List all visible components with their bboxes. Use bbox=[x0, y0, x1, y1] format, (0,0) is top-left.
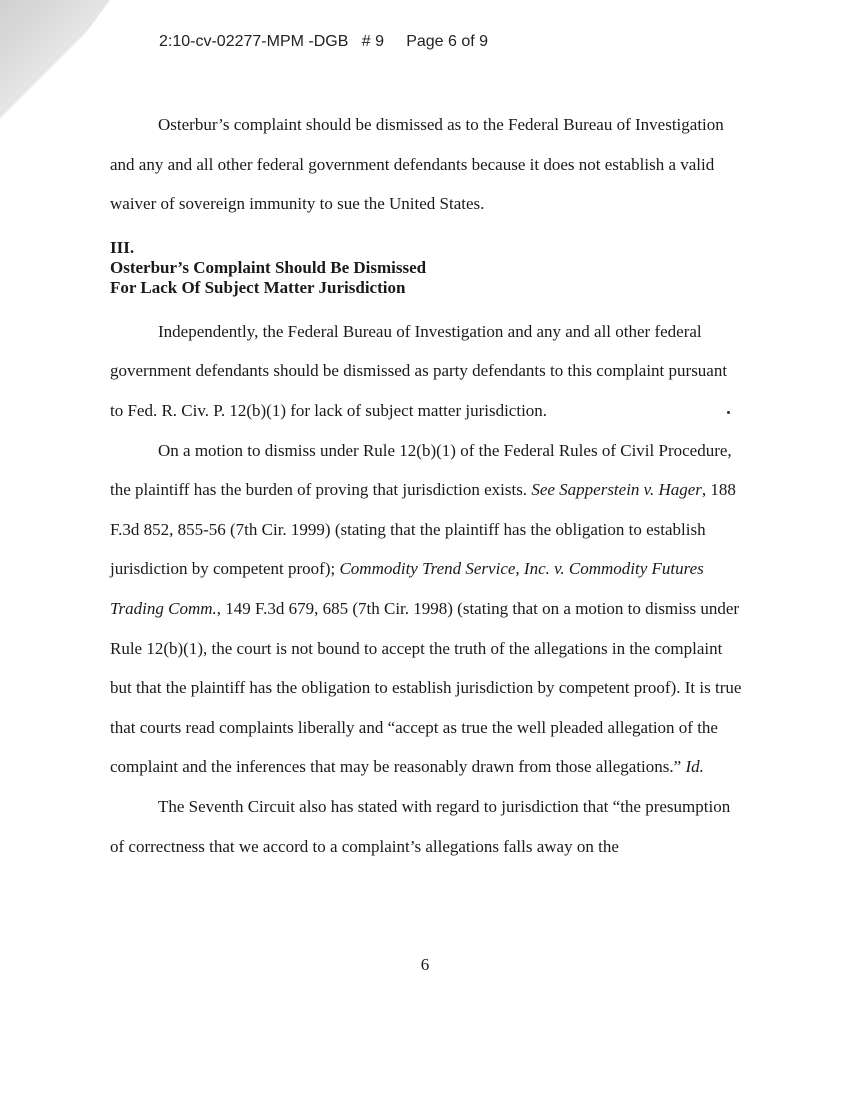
case-citation: See Sapperstein v. Hager bbox=[531, 480, 702, 500]
scan-speck bbox=[727, 411, 730, 414]
section-heading bbox=[110, 238, 742, 298]
case-citation: Id. bbox=[685, 757, 704, 777]
section-title-line2: For Lack Of Subject Matter Jurisdiction bbox=[110, 277, 406, 297]
paragraph-dismissal: Independently, the Federal Bureau of Investigation and any and all other federal government defendants should be dismissed as party defendants to this complaint pursuant to Fed. R. Civ. P. 12(b)(1) for lack of subject matter jurisdiction. bbox=[110, 321, 728, 420]
section-title-line1: Osterbur’s Complaint Should Be Dismissed bbox=[110, 257, 427, 277]
text-segment: On a motion to dismiss under Rule 12(b)(1) of the Federal Rules of Civil Procedure, the plaintiff has the burden of proving that jurisdiction exists. bbox=[110, 440, 732, 500]
paragraph-sovereign-immunity: Osterbur’s complaint should be dismissed as to the Federal Bureau of Investigation and any and all other federal government defendants because it does not establish a valid waiver of sovereign immunity to sue the United States. bbox=[110, 115, 724, 214]
page-number: 6 bbox=[420, 955, 430, 974]
paragraph-seventh-circuit: The Seventh Circuit also has stated with regard to jurisdiction that “the presumption of correctness that we accord to a complaint’s allegations falls away on the bbox=[110, 796, 731, 856]
folded-corner bbox=[0, 0, 110, 150]
section-number: III. bbox=[110, 237, 135, 257]
case-citation: Commodity Trend Service, Inc. v. Commodity Futures Trading Comm. bbox=[110, 559, 704, 618]
document-body bbox=[110, 105, 742, 866]
case-header: 2:10-cv-02277-MPM -DGB # 9 Page 6 of 9 bbox=[159, 33, 489, 50]
paragraph-rule-12b1 bbox=[110, 431, 742, 787]
text-segment: , 188 F.3d 852, 855-56 (7th Cir. 1999) (stating that the plaintiff has the obligation to establish jurisdiction by competent proof); bbox=[110, 480, 736, 579]
text-segment: , 149 F.3d 679, 685 (7th Cir. 1998) (stating that on a motion to dismiss under Rule 12(b)(1), the court is not bound to accept the truth of the allegations in the complaint but that the plaintiff has the obligation to establish jurisdiction by competent proof). It is true that courts read complaints liberally and “accept as true the well pleaded allegation of the complaint and the inferences that may be reasonably drawn from those allegations.” bbox=[110, 598, 742, 777]
